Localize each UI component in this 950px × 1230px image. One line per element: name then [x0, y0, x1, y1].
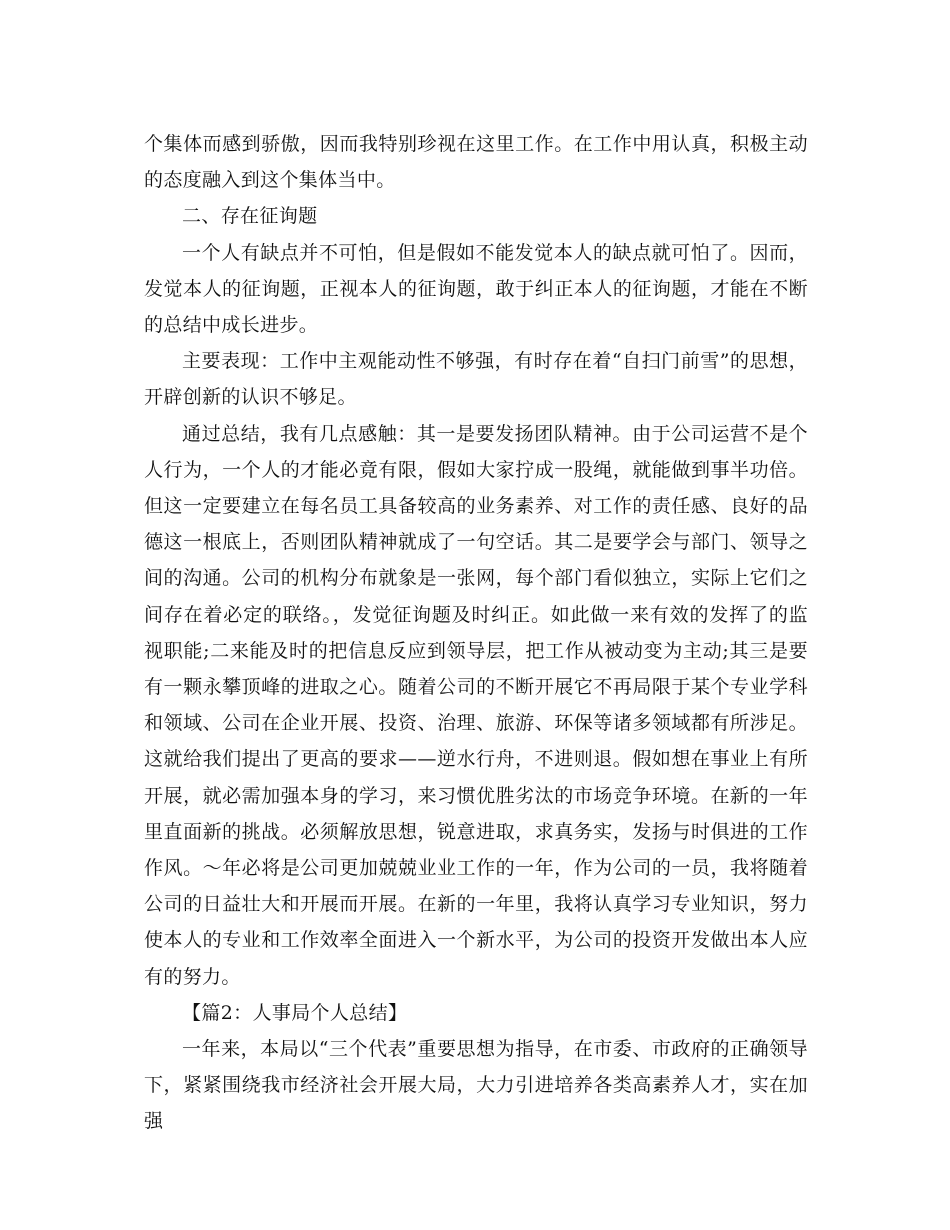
article-2-title: 【篇2：人事局个人总结】	[182, 1001, 408, 1024]
paragraph-reflections: 通过总结，我有几点感触：其一是要发扬团队精神。由于公司运营不是个人行为，一个人的才能必竟有限，假如大家拧成一股绳，就能做到事半功倍。但这一定要建立在每名员工具备较高的业务素养、对工作的责任感、良好的品德这一根底上，否则团队精神就成了一句空话。其二是要学会与部门、领导之间的沟通。公司的机构分布就象是一张网，每个部门看似独立，实际上它们之间存在着必定的联络。，发觉征询题及时纠正。如此做一来有效的发挥了的监视职能;二来能及时的把信息反应到领导层，把工作从被动变为主动;其三是要有一颗永攀顶峰的进取之心。随着公司的不断开展它不再局限于某个专业学科和领域、公司在企业开展、投资、治理、旅游、环保等诸多领域都有所涉足。这就给我们提出了更高的要求——逆水行舟，不进则退。假如想在事业上有所开展，就必需加强本身的学习，来习惯优胜劣汰的市场竞争环境。在新的一年里直面新的挑战。必须解放思想，锐意进取，求真务实，发扬与时俱进的工作作风。～年必将是公司更加兢兢业业工作的一年，作为公司的一员，我将随着公司的日益壮大和开展而开展。在新的一年里，我将认真学习专业知识，努力使本人的专业和工作效率全面进入一个新水平，为公司的投资开发做出本人应有的努力。	[144, 422, 808, 988]
document-body	[144, 126, 808, 1140]
paragraph-shortcomings: 一个人有缺点并不可怕，但是假如不能发觉本人的缺点就可怕了。因而，发觉本人的征询题，正视本人的征询题，敢于纠正本人的征询题，才能在不断的总结中成长进步。	[144, 241, 808, 337]
paragraph-main-performance: 主要表现：工作中主观能动性不够强，有时存在着“自扫门前雪”的思想，开辟创新的认识不够足。	[144, 350, 808, 409]
paragraph-continuation: 个集体而感到骄傲，因而我特别珍视在这里工作。在工作中用认真，积极主动的态度融入到这个集体当中。	[144, 133, 808, 192]
section-heading-problems: 二、存在征询题	[182, 205, 318, 228]
paragraph-article-2-intro: 一年来，本局以“三个代表”重要思想为指导，在市委、市政府的正确领导下，紧紧围绕我市经济社会开展大局，大力引进培养各类高素养人才，实在加强	[144, 1038, 808, 1133]
